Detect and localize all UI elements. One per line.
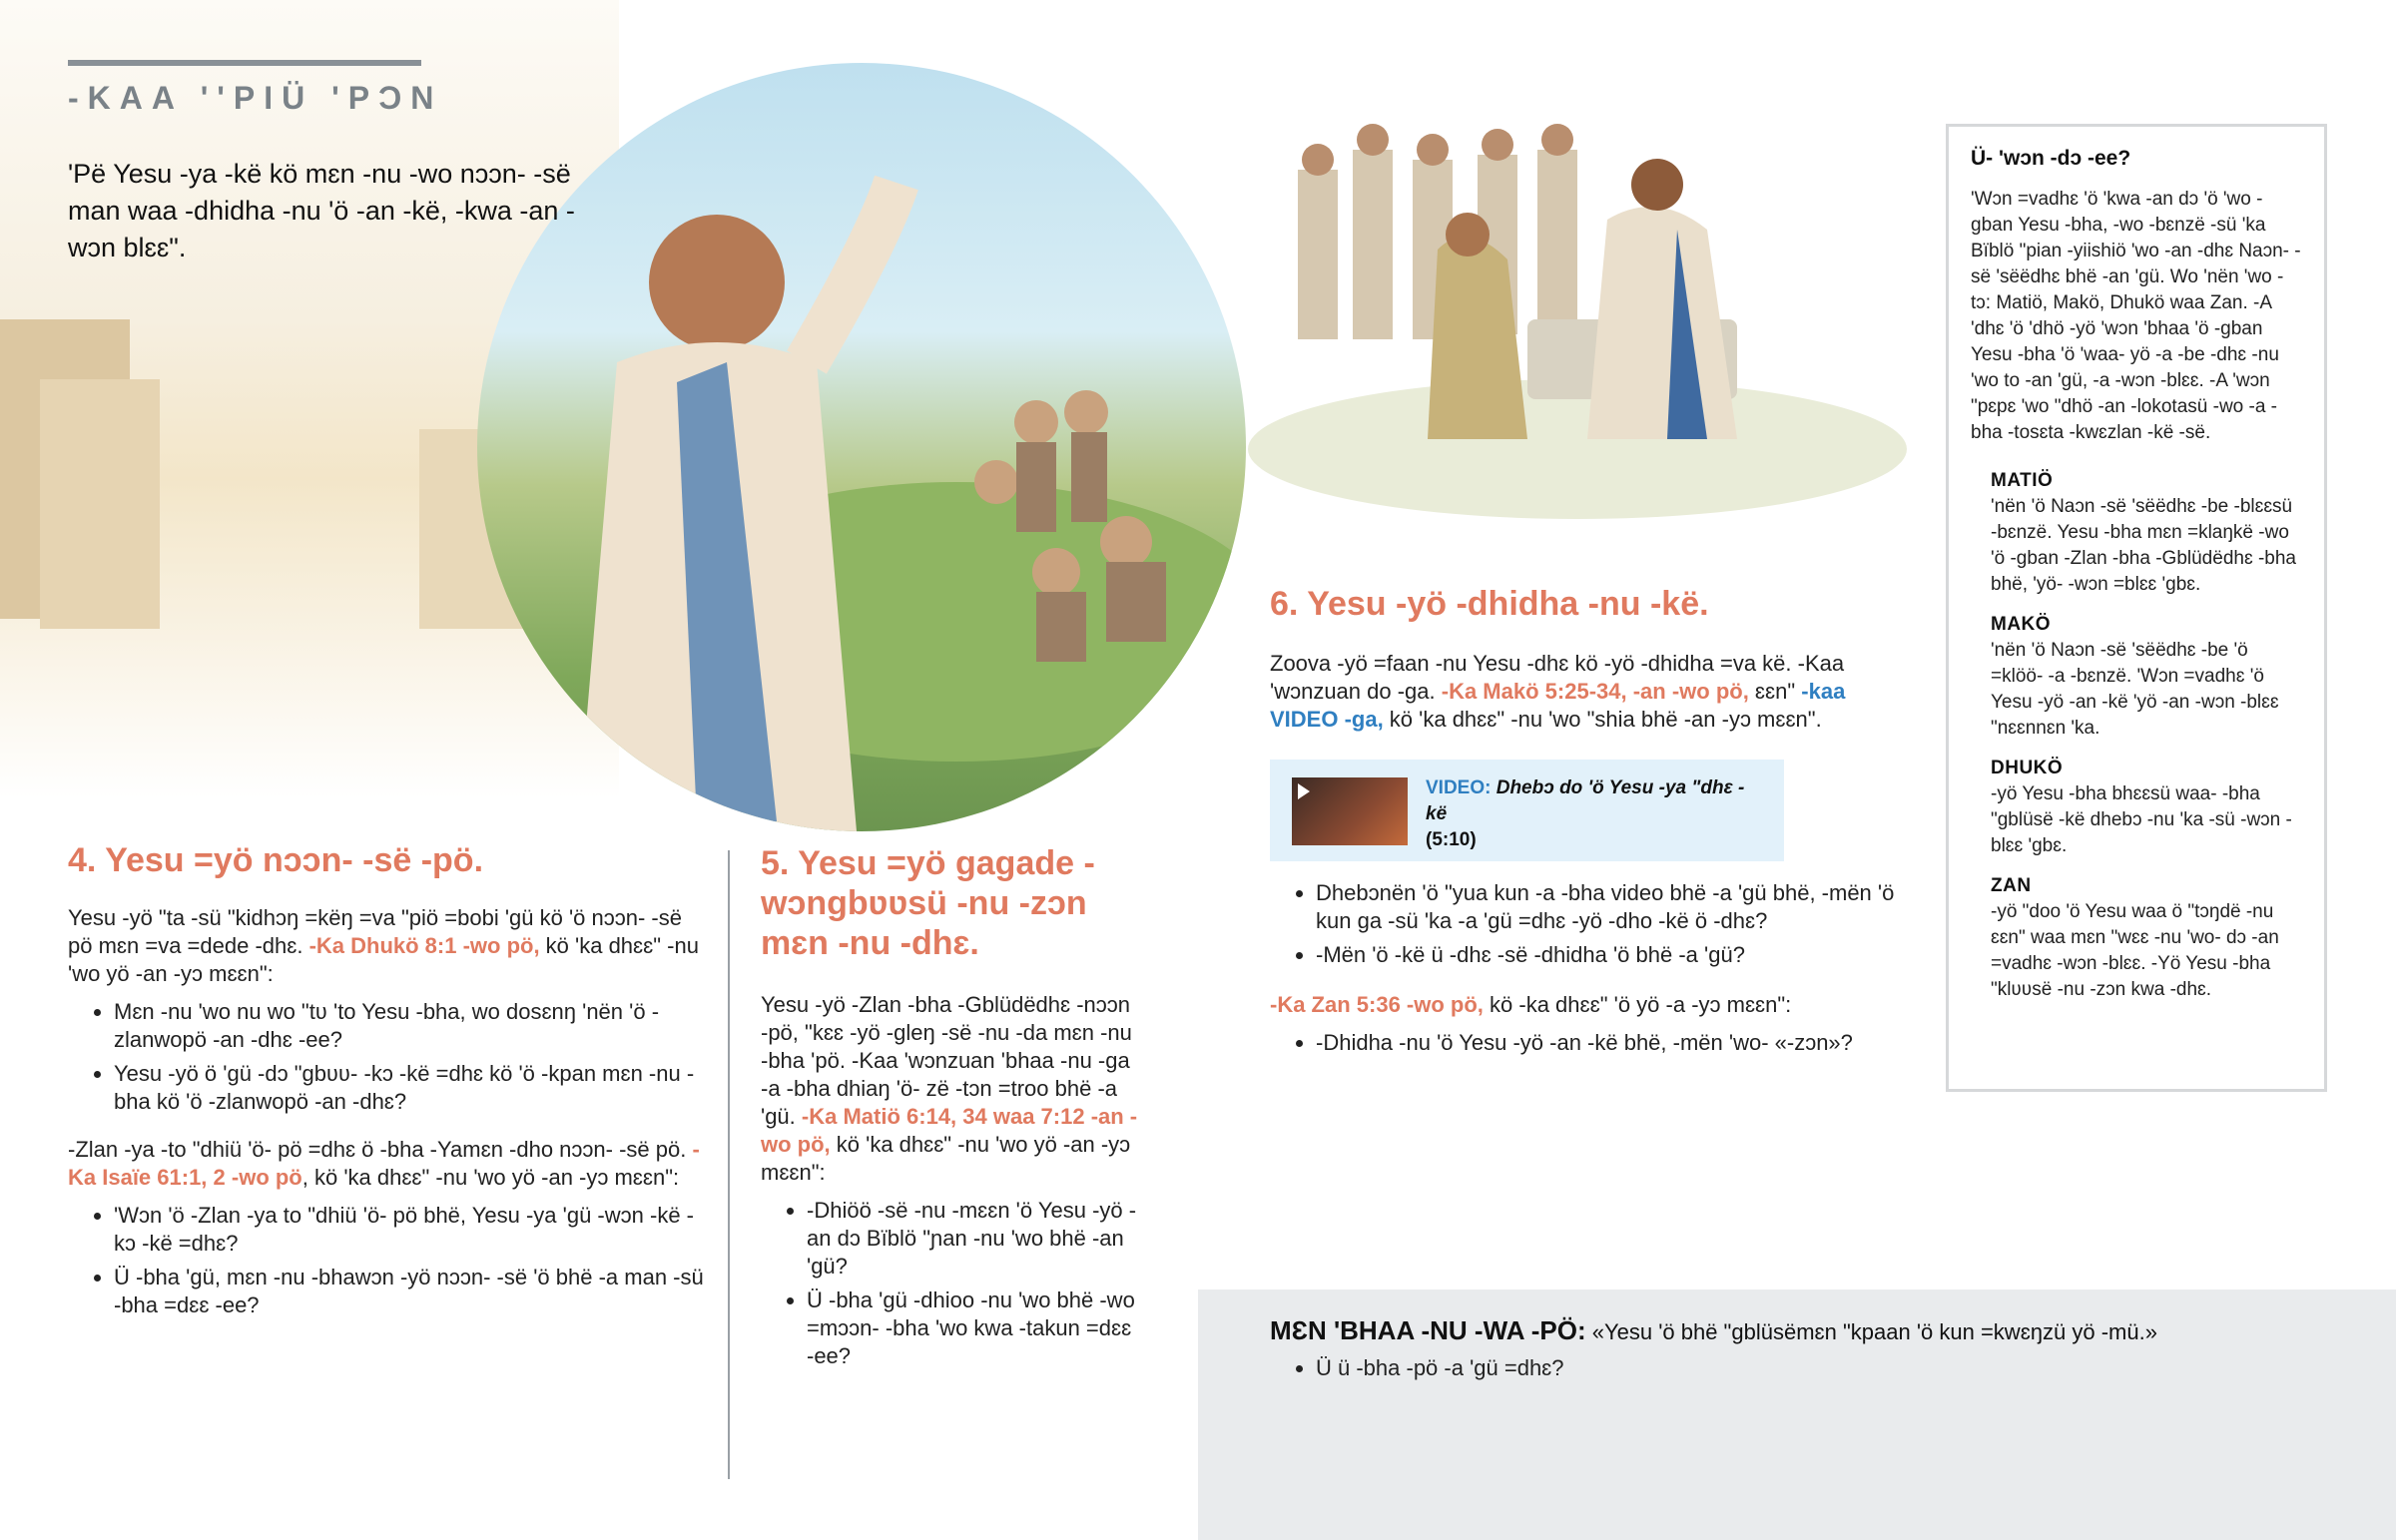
list-item: • -Dhidha -nu 'ö Yesu -yö -an -kë bhë, -mën 'wo- «-zɔn»? xyxy=(1316,1029,1909,1057)
sidebar-entry-name: MAKÖ xyxy=(1991,614,2052,635)
list-item: • Yesu -yö ö 'gü -dɔ "gbʋʋ- -kɔ -kë =dhɛ kö 'ö -kpan mɛn -nu -bha kö 'ö -zlanwopö -an -dhɛ? xyxy=(114,1060,707,1116)
scripture-ref-matthew[interactable]: -Ka Matiö 6:14, 34 waa 7:12 -an -wo pö, xyxy=(761,1104,1138,1157)
video-link[interactable]: -kaa VIDEO -ga, xyxy=(1270,679,1846,732)
list-item: • 'Wɔn 'ö -Zlan -ya to "dhiü 'ö- pö bhë, Yesu -ya 'gü -wɔn -kë -kɔ -kë =dhɛ? xyxy=(114,1202,707,1258)
sidebar-entry-desc: 'nën 'ö Naɔn -së 'sëëdhɛ -be 'ö =klöö- -a -bɛnzë. 'Wɔn =vadhɛ 'ö Yesu -yö -an -kë 'yö -an -wɔn -blɛɛ "nɛɛnnɛn 'ka. xyxy=(1991,640,2279,739)
intro-text: 'Pë Yesu -ya -kë kö mɛn -nu -wo nɔɔn- -së man waa -dhidha -nu 'ö -an -kë, -kwa -an -wɔn blɛɛ". xyxy=(68,159,575,262)
list-item: • Dhebɔnën 'ö "yua kun -a -bha video bhë -a 'gü bhë, -mën 'ö kun ga -sü 'ka -a 'gü =dhɛ -yö -dho -kë ö -dhɛ? xyxy=(1316,879,1909,935)
section-5-paragraph: Yesu -yö -Zlan -bha -Gblüdëdhɛ -nɔɔn -pö, "kɛɛ -yö -gleŋ -së -nu -da mɛn -nu -bha 'pö. -Kaa 'wɔnzuan 'bhaa -nu -ga -a -bha dhiaŋ 'ö- zë -tɔn =troo bhë -a 'gü. -Ka Matiö 6:14, 34 waa 7:12 -an -wo pö, kö 'ka dhɛɛ" -nu 'wo yö -an -yɔ mɛɛn": xyxy=(761,992,1138,1185)
section-6-questions-1 xyxy=(1270,879,1909,969)
section-6 xyxy=(1270,584,1909,1073)
list-item: • -Mën 'ö -kë ü -dhɛ -së -dhidha 'ö bhë -a 'gü? xyxy=(1316,941,1909,969)
section-4-paragraph-2: -Zlan -ya -to "dhiü 'ö- pö =dhɛ ö -bha -Yamɛn -dho nɔɔn- -së pö. -Ka Isaïe 61:1, 2 -wo pö, kö 'ka dhɛɛ" -nu 'wo yö -an -yɔ mɛɛn": xyxy=(68,1137,700,1190)
sidebar-box xyxy=(1946,124,2327,1092)
section-6-paragraph-1: Zoova -yö =faan -nu Yesu -dhɛ kö -yö -dhidha =va kë. -Kaa 'wɔnzuan do -ga. -Ka Makö 5:25-34, -an -wo pö, ɛɛn" -kaa VIDEO -ga, kö 'ka dhɛɛ" -nu 'wo "shia bhë -an -yɔ mɛɛn". xyxy=(1270,651,1846,732)
list-item: • Mɛn -nu 'wo nu wo "tʋ 'to Yesu -bha, wo dosɛnŋ 'nën 'ö -zlanwopö -an -dhɛ -ee? xyxy=(114,998,707,1054)
list-item: • -Dhiöö -së -nu -mɛɛn 'ö Yesu -yö -an dɔ Bïblö "ɲan -nu 'wo bhë -an 'gü? xyxy=(807,1197,1140,1281)
illustration-jesus-preaching xyxy=(477,63,1246,831)
footer-lead: MƐN 'BHAA -NU -WA -PÖ: xyxy=(1270,1315,1586,1345)
scripture-ref-luke[interactable]: -Ka Dhukö 8:1 -wo pö, xyxy=(308,933,540,958)
illustration-jesus-healing-woman xyxy=(1238,20,1917,529)
list-item: • Ü ü -bha -pö -a 'gü =dhɛ? xyxy=(1316,1354,2368,1382)
footer-questions xyxy=(1270,1354,2368,1382)
list-item: • Ü -bha 'gü, mɛn -nu -bhawɔn -yö nɔɔn- -së 'ö bhë -a man -sü -bha =dɛɛ -ee? xyxy=(114,1264,707,1319)
sidebar-entry-luke xyxy=(1991,758,2302,859)
section-6-heading: 6. Yesu -yö -dhidha -nu -kë. xyxy=(1270,585,1709,623)
sidebar-entry-mark xyxy=(1991,614,2302,742)
section-4-questions-2 xyxy=(68,1202,707,1319)
sidebar-entry-name: DHUKÖ xyxy=(1991,758,2064,778)
sidebar-entry-name: ZAN xyxy=(1991,875,2032,896)
video-label: VIDEO: xyxy=(1426,777,1492,798)
section-4-questions-1 xyxy=(68,998,707,1116)
section-5-heading: 5. Yesu =yö gagade -wɔngbʋʋsü -nu -zɔn mɛn -nu -dhɛ. xyxy=(761,844,1095,962)
sidebar-entry-name: MATIÖ xyxy=(1991,470,2054,491)
video-title: Dhebɔ do 'ö Yesu -ya "dhɛ -kë xyxy=(1426,777,1745,824)
page-kicker: -KAA ''PIÜ 'PƆN xyxy=(68,80,443,116)
footer-quote: «Yesu 'ö bhë "gblüsëmɛn "kpaan 'ö kun =kwɛŋzü yö -mü.» xyxy=(1585,1319,2157,1344)
section-5-questions xyxy=(761,1197,1140,1370)
section-5 xyxy=(761,843,1140,1386)
sidebar-title: Ü- 'wɔn -dɔ -ee? xyxy=(1971,147,2131,170)
sidebar-entry-desc: -yö Yesu -bha bhɛɛsü waa- -bha "gblüsë -kë dhebɔ -nu 'ka -sü -wɔn -blɛɛ 'gbɛ. xyxy=(1991,783,2292,856)
kicker-rule xyxy=(68,60,421,66)
scripture-ref-mark[interactable]: -Ka Makö 5:25-34, -an -wo pö, xyxy=(1441,679,1749,704)
footer-summary xyxy=(1270,1315,2368,1398)
section-4-heading: 4. Yesu =yö nɔɔn- -së -pö. xyxy=(68,841,484,879)
section-6-paragraph-2: -Ka Zan 5:36 -wo pö, kö -ka dhɛɛ" 'ö yö -a -yɔ mɛɛn": xyxy=(1270,992,1792,1017)
video-card[interactable] xyxy=(1270,760,1784,861)
scripture-ref-john[interactable]: -Ka Zan 5:36 -wo pö, xyxy=(1270,992,1484,1017)
video-duration: (5:10) xyxy=(1426,829,1477,850)
sidebar-intro: 'Wɔn =vadhɛ 'ö 'kwa -an dɔ 'ö 'wo -gban Yesu -bha, -wo -bɛnzë -sü 'ka Bïblö "pian -yiishiö 'wo -an -dhɛ Naɔn- -së 'sëëdhɛ bhë -an 'gü. Wo 'nën 'wo -tɔ: Matiö, Makö, Dhukö waa Zan. -A 'dhɛ 'ö 'dhö -yö 'wɔn 'bhaa 'ö -gban Yesu -bha 'ö 'waa- yö -a -be -dhɛ -nu 'wo to -an 'gü, -a -wɔn -blɛɛ. -A 'wɔn "pɛpɛ 'wo "dhö -an -lokotasü -wo -a -bha -tosɛta -kwɛzlan -kë -së. xyxy=(1971,189,2301,443)
section-6-questions-2 xyxy=(1270,1029,1909,1057)
section-4 xyxy=(68,840,707,1335)
section-4-paragraph-1: Yesu -yö "ta -sü "kidhɔŋ =këŋ =va "piö =bobi 'gü kö 'ö nɔɔn- -së pö mɛn =va =dede -dhɛ. -Ka Dhukö 8:1 -wo pö, kö 'ka dhɛɛ" -nu 'wo yö -an -yɔ mɛɛn": xyxy=(68,905,699,986)
video-thumbnail[interactable] xyxy=(1292,777,1408,845)
sidebar-entry-john xyxy=(1991,875,2302,1003)
list-item: • Ü -bha 'gü -dhioo -nu 'wo bhë -wo =mɔɔn- -bha 'wo kwa -takun =dɛɛ -ee? xyxy=(807,1286,1140,1370)
sidebar-entry-matthew xyxy=(1991,470,2302,598)
sidebar-entry-desc: 'nën 'ö Naɔn -së 'sëëdhɛ -be -blɛɛsü -bɛnzë. Yesu -bha mɛn =klaŋkë -wo 'ö -gban -Zlan -bha -Gblüdëdhɛ -bha bhë, 'yö- -wɔn =blɛɛ 'gbɛ. xyxy=(1991,496,2296,595)
play-icon xyxy=(1298,783,1310,799)
scripture-ref-isaiah[interactable]: -Ka Isaïe 61:1, 2 -wo pö xyxy=(68,1137,700,1190)
sidebar-entry-desc: -yö "doo 'ö Yesu waa ö "tɔŋdë -nu ɛɛn" waa mɛn "wɛɛ -nu 'wo- dɔ -an =vadhɛ -wɔn -blɛɛ. -Yö Yesu -bha "klʋʋsë -nu -zɔn kwa -dhɛ. xyxy=(1991,901,2279,1000)
column-divider xyxy=(728,850,730,1479)
